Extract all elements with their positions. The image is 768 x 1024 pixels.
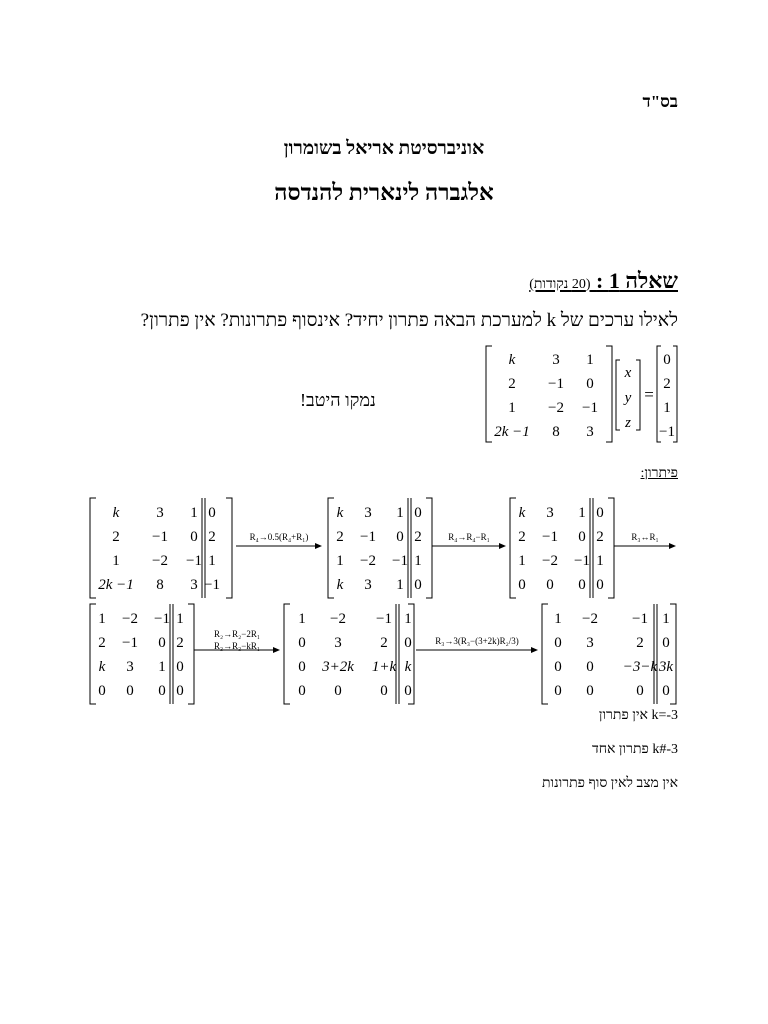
- explain-well: נמקו היטב!: [300, 390, 376, 410]
- coef-cell: 3: [586, 424, 594, 440]
- question-title-text: שאלה 1: [608, 268, 678, 293]
- matrix-cell: 3: [156, 505, 164, 521]
- question-text: לאילו ערכים של k למערכת הבאה פתרון יחיד? אינסוף פתרונות? אין פתרון?: [140, 310, 678, 331]
- matrix-cell: 2: [176, 635, 184, 651]
- arrow-step-5: [416, 647, 538, 653]
- matrix-cell: −1: [632, 611, 648, 627]
- matrix-cell: 0: [208, 505, 216, 521]
- matrix-cell: 2: [518, 529, 526, 545]
- matrix-cell: −1: [360, 529, 376, 545]
- matrix-cell: 1: [208, 553, 216, 569]
- course-title: אלגברה לינארית להנדסה: [274, 180, 494, 205]
- op-label-5: R₃→3(R₃−(3+2k)R₂/3): [435, 636, 519, 646]
- matrix-cell: 3: [364, 577, 372, 593]
- coef-cell: −1: [548, 376, 564, 392]
- question-title: [529, 268, 678, 294]
- matrix-cell: 3: [546, 505, 554, 521]
- matrix-cell: 1: [414, 553, 422, 569]
- matrix-cell: 0: [126, 683, 134, 699]
- conclusion-no-solution: k=-3 אין פתרון: [598, 708, 678, 723]
- matrix-cell: −2: [582, 611, 598, 627]
- matrix-cell: 0: [298, 683, 306, 699]
- matrix-cell: k: [98, 659, 106, 675]
- coef-cell: 1: [508, 400, 516, 416]
- matrix-cell: −2: [360, 553, 376, 569]
- question-title-colon: :: [596, 268, 609, 293]
- matrix-cell: 0: [158, 635, 166, 651]
- matrix-cell: 0: [662, 683, 670, 699]
- matrix-cell: 0: [414, 577, 422, 593]
- matrix-cell: 3: [190, 577, 198, 593]
- op-label-1: R₄→0.5(R₄+R₁): [249, 532, 309, 542]
- matrix-step-6: [542, 604, 676, 704]
- op-label-4a: R₂→R₂−2R₁: [214, 629, 260, 639]
- matrix-cell: 1: [396, 505, 404, 521]
- matrix-cell: 0: [554, 635, 562, 651]
- matrix-cell: 2k −1: [98, 577, 134, 593]
- matrix-cell: 1: [176, 611, 184, 627]
- matrix-cell: 1+k: [371, 659, 397, 675]
- matrix-cell: −2: [152, 553, 168, 569]
- matrix-cell: −2: [542, 553, 558, 569]
- conclusion-no-infinite: אין מצב לאין סוף פתרונות: [541, 776, 678, 791]
- coef-cell: 8: [552, 424, 560, 440]
- matrix-cell: 0: [578, 529, 586, 545]
- matrix-step-5: [284, 604, 414, 704]
- matrix-cell: 0: [158, 683, 166, 699]
- matrix-cell: −3−k: [622, 659, 658, 675]
- coef-cell: 2: [508, 376, 516, 392]
- coef-cell: 2k −1: [494, 424, 530, 440]
- matrix-cell: k: [112, 505, 120, 521]
- matrix-cell: k: [336, 505, 344, 521]
- op-label-4b: R₃→R₃−kR₁: [214, 641, 260, 651]
- matrix-step-1: [90, 498, 232, 598]
- matrix-cell: 1: [596, 553, 604, 569]
- matrix-cell: 1: [662, 611, 670, 627]
- var-y: y: [624, 390, 632, 406]
- matrix-cell: −1: [122, 635, 138, 651]
- arrow-step-1: [236, 543, 322, 549]
- matrix-cell: 0: [334, 683, 342, 699]
- matrix-cell: 0: [190, 529, 198, 545]
- matrix-cell: 1: [336, 553, 344, 569]
- matrix-cell: 1: [396, 577, 404, 593]
- matrix-cell: 1: [554, 611, 562, 627]
- matrix-cell: 1: [578, 505, 586, 521]
- op-label-2: R₄→R₄−R₁: [448, 532, 490, 542]
- matrix-cell: 2: [596, 529, 604, 545]
- row-reduction-steps: [0, 490, 768, 720]
- coef-cell: −1: [582, 400, 598, 416]
- matrix-cell: 0: [586, 659, 594, 675]
- matrix-cell: −2: [330, 611, 346, 627]
- matrix-cell: −2: [122, 611, 138, 627]
- matrix-cell: −1: [392, 553, 408, 569]
- matrix-cell: 0: [298, 659, 306, 675]
- arrow-step-3: [614, 543, 676, 549]
- conclusion-one-solution: k#-3 פתרון אחד: [592, 742, 678, 757]
- matrix-cell: 3: [126, 659, 134, 675]
- matrix-cell: 2: [380, 635, 388, 651]
- matrix-cell: −1: [376, 611, 392, 627]
- coef-cell: 3: [552, 352, 560, 368]
- matrix-cell: 0: [554, 659, 562, 675]
- matrix-cell: k: [518, 505, 526, 521]
- matrix-cell: 1: [518, 553, 526, 569]
- matrix-cell: k: [336, 577, 344, 593]
- matrix-cell: −1: [542, 529, 558, 545]
- matrix-cell: 3: [586, 635, 594, 651]
- coef-cell: k: [508, 352, 516, 368]
- matrix-cell: 2: [112, 529, 120, 545]
- matrix-cell: 3: [334, 635, 342, 651]
- matrix-cell: 8: [156, 577, 164, 593]
- university-name: אוניברסיטת אריאל בשומרון: [283, 138, 485, 159]
- matrix-step-3: [510, 498, 614, 598]
- matrix-cell: −1: [574, 553, 590, 569]
- matrix-cell: 0: [518, 577, 526, 593]
- matrix-cell: 3k: [658, 659, 674, 675]
- matrix-cell: 0: [404, 683, 412, 699]
- rhs-cell: 0: [663, 352, 671, 368]
- arrow-step-2: [432, 543, 506, 549]
- matrix-cell: 0: [176, 683, 184, 699]
- matrix-cell: 0: [586, 683, 594, 699]
- rhs-cell: 2: [663, 376, 671, 392]
- matrix-cell: 0: [404, 635, 412, 651]
- coef-cell: 1: [586, 352, 594, 368]
- rhs-cell: 1: [663, 400, 671, 416]
- matrix-cell: 0: [596, 505, 604, 521]
- system-equation: [480, 342, 680, 446]
- matrix-step-2: [328, 498, 432, 598]
- matrix-cell: 0: [176, 659, 184, 675]
- matrix-cell: 0: [636, 683, 644, 699]
- matrix-cell: 0: [414, 505, 422, 521]
- question-points: (20 נקודות): [529, 277, 591, 292]
- var-x: x: [624, 365, 632, 381]
- matrix-cell: 2: [336, 529, 344, 545]
- matrix-cell: 0: [596, 577, 604, 593]
- matrix-cell: 0: [546, 577, 554, 593]
- matrix-cell: 1: [190, 505, 198, 521]
- var-z: z: [625, 415, 631, 431]
- matrix-cell: 2: [636, 635, 644, 651]
- matrix-cell: 1: [158, 659, 166, 675]
- matrix-cell: 0: [396, 529, 404, 545]
- matrix-cell: 1: [298, 611, 306, 627]
- matrix-cell: −1: [152, 529, 168, 545]
- matrix-cell: −1: [154, 611, 170, 627]
- matrix-cell: −1: [204, 577, 220, 593]
- equals-sign: =: [644, 385, 654, 404]
- matrix-cell: 3: [364, 505, 372, 521]
- matrix-cell: −1: [186, 553, 202, 569]
- matrix-cell: 0: [98, 683, 106, 699]
- matrix-cell: 2: [414, 529, 422, 545]
- matrix-cell: 2: [98, 635, 106, 651]
- matrix-cell: 0: [578, 577, 586, 593]
- matrix-step-4: [90, 604, 194, 704]
- solution-header: פיתרון:: [640, 466, 678, 481]
- matrix-cell: 0: [298, 635, 306, 651]
- coef-cell: 0: [586, 376, 594, 392]
- matrix-cell: 0: [662, 635, 670, 651]
- matrix-cell: k: [404, 659, 412, 675]
- matrix-cell: 3+2k: [322, 659, 354, 675]
- matrix-cell: 0: [554, 683, 562, 699]
- matrix-cell: 1: [404, 611, 412, 627]
- matrix-cell: 1: [112, 553, 120, 569]
- coef-cell: −2: [548, 400, 564, 416]
- matrix-cell: 1: [98, 611, 106, 627]
- header-bsd: בס"ד: [642, 92, 678, 111]
- rhs-cell: −1: [659, 424, 675, 440]
- matrix-cell: 2: [208, 529, 216, 545]
- op-label-3: R₃↔R₁: [631, 532, 659, 542]
- matrix-cell: 0: [380, 683, 388, 699]
